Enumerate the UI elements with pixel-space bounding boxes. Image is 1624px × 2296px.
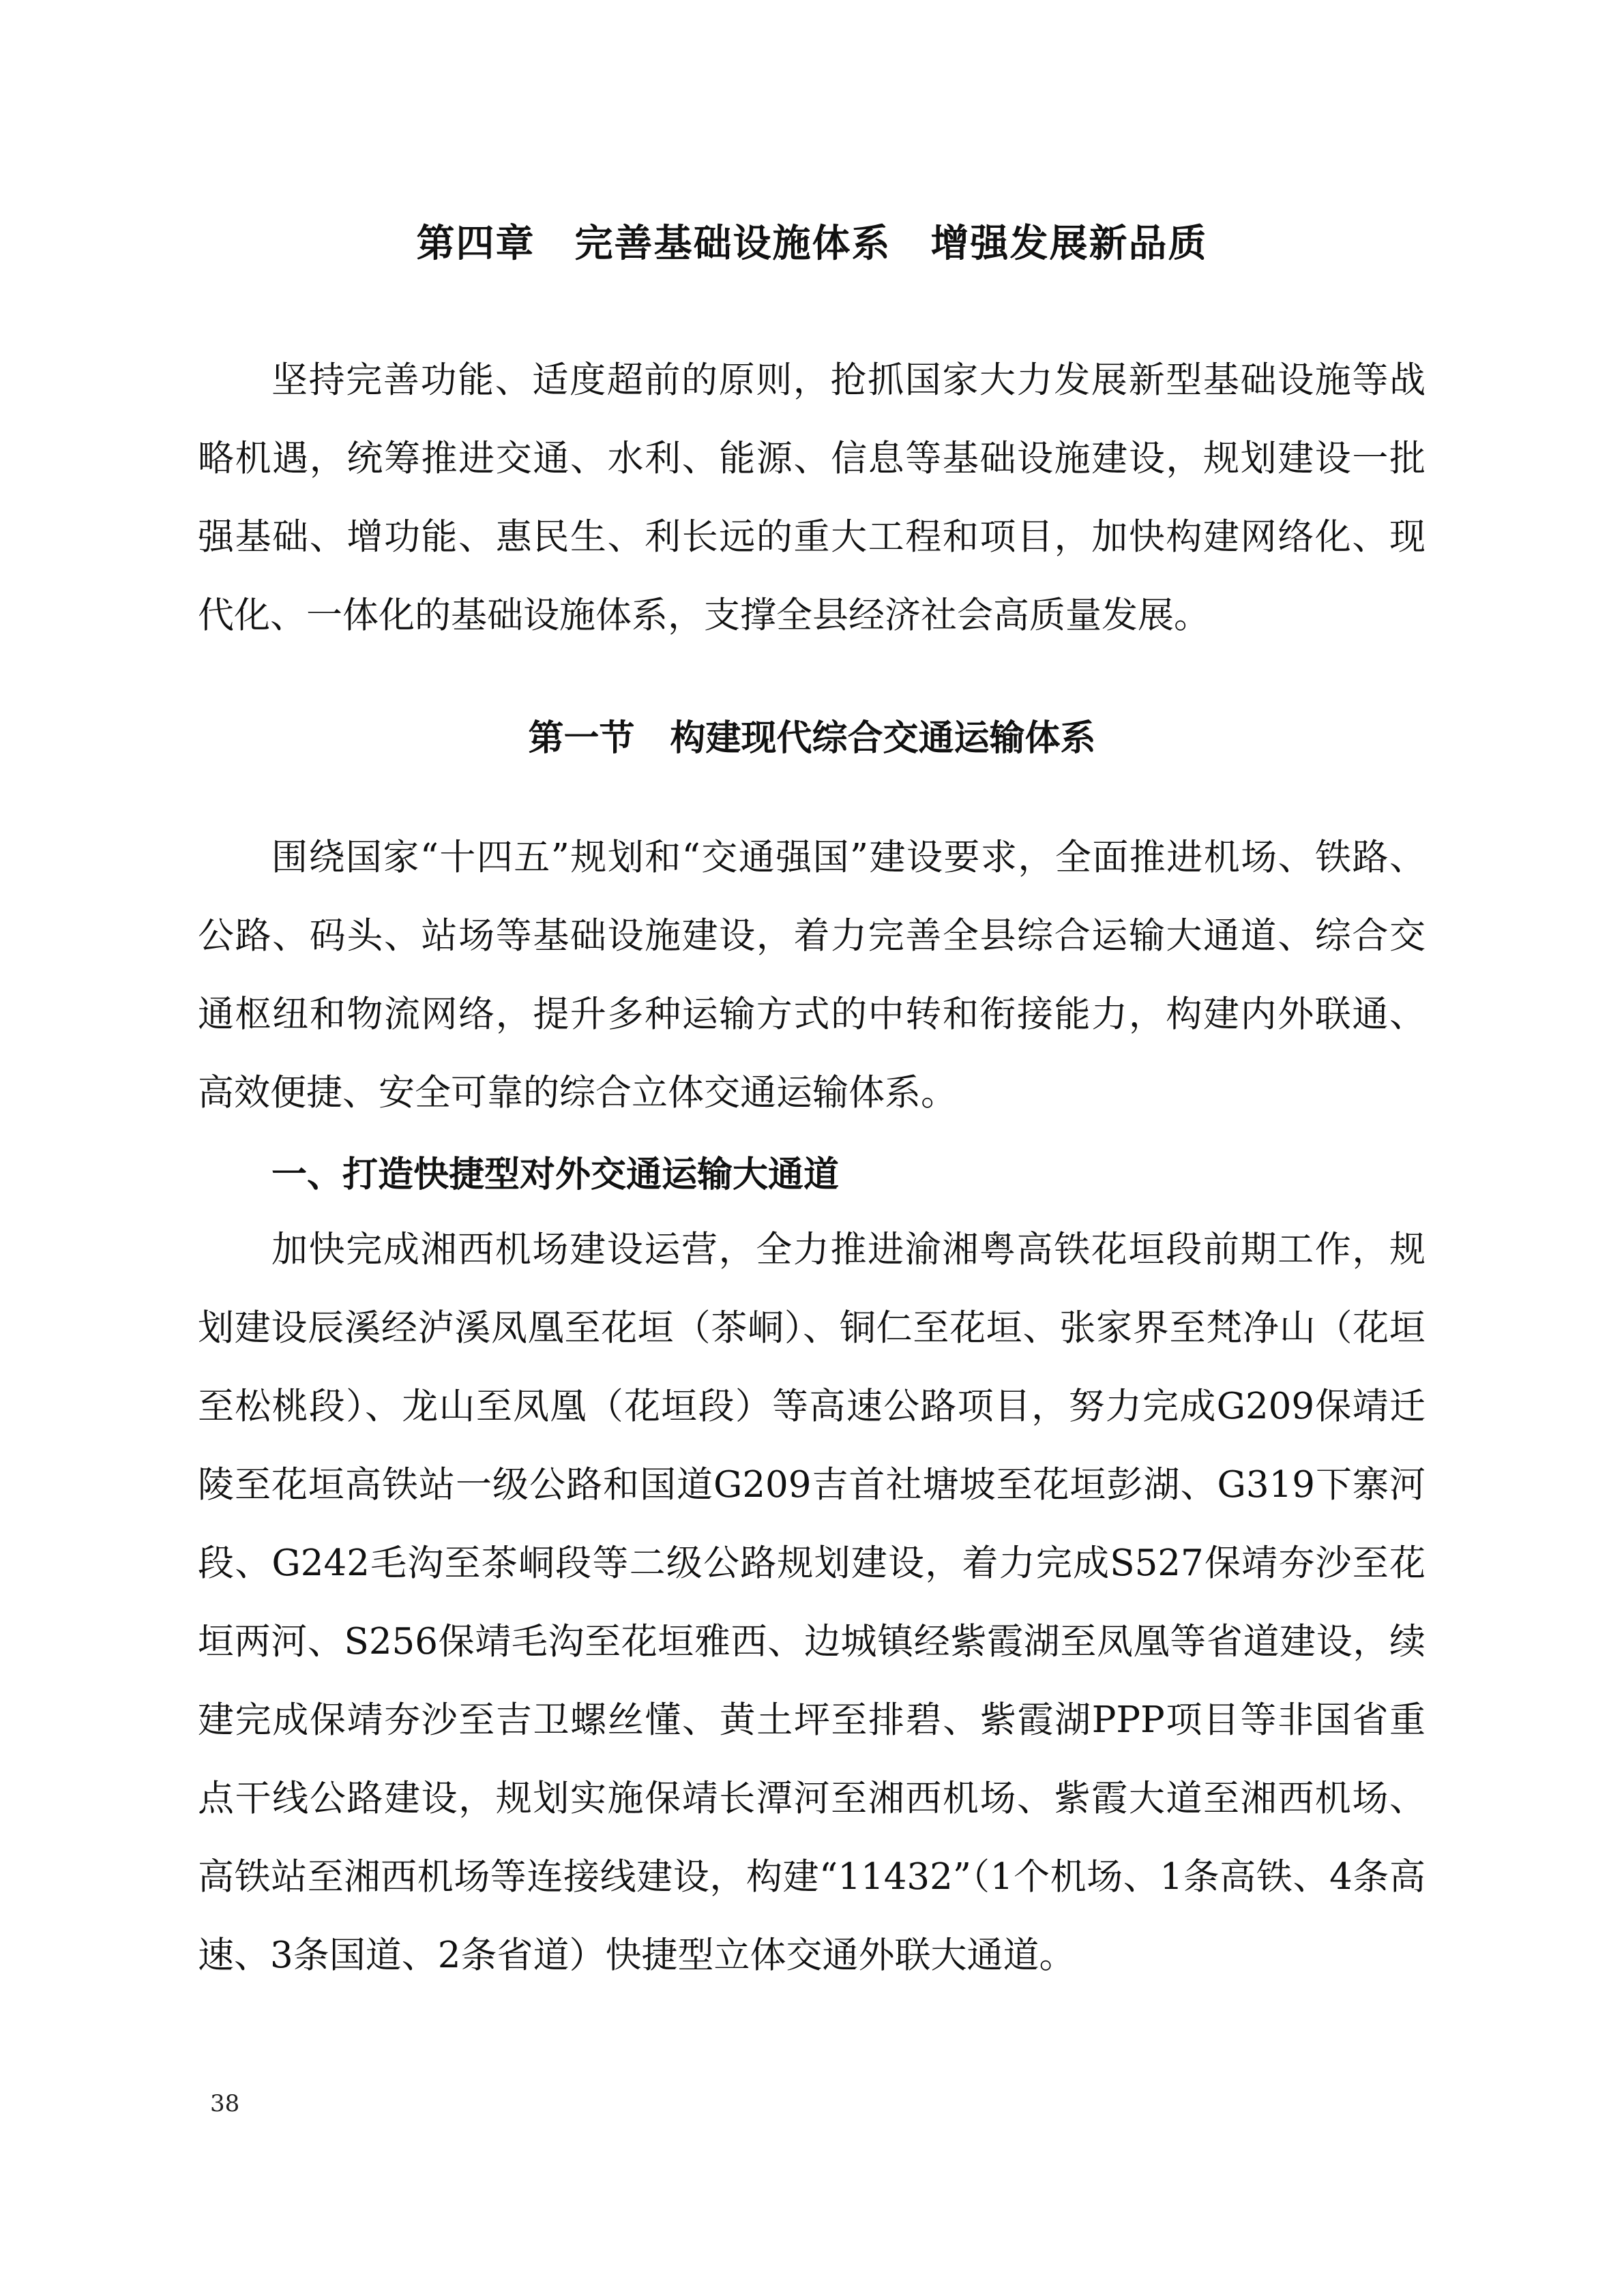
- subheading-paragraph: 加快完成湘西机场建设运营，全力推进渝湘粤高铁花垣段前期工作，规划建设辰溪经泸溪凤凰至花垣（茶峒）、铜仁至花垣、张家界至梵净山（花垣至松桃段）、龙山至凤凰（花垣段）等高速公路项目，努力完成G209保靖迁陵至花垣高铁站一级公路和国道G209吉首社塘坡至花垣彭湖、G319下寨河段、G242毛沟至茶峒段等二级公路规划建设，着力完成S527保靖夯沙至花垣两河、S256保靖毛沟至花垣雅西、边城镇经紫霞湖至凤凰等省道建设，续建完成保靖夯沙至吉卫螺丝懂、黄土坪至排碧、紫霞湖PPP项目等非国省重点干线公路建设，规划实施保靖长潭河至湘西机场、紫霞大道至湘西机场、高铁站至湘西机场等连接线建设，构建“11432”（1个机场、1条高铁、4条高速、3条国道、2条省道）快捷型立体交通外联大通道。: [198, 1229, 1426, 1976]
- subheading: 一、打造快捷型对外交通运输大通道: [271, 1154, 840, 1195]
- page-number: 38: [210, 2090, 240, 2117]
- section-title: 第一节 构建现代综合交通运输体系: [528, 718, 1096, 759]
- intro-paragraph: 坚持完善功能、适度超前的原则，抢抓国家大力发展新型基础设施等战略机遇，统筹推进交通、水利、能源、信息等基础设施建设，规划建设一批强基础、增功能、惠民生、利长远的重大工程和项目，加快构建网络化、现代化、一体化的基础设施体系，支撑全县经济社会高质量发展。: [198, 359, 1426, 636]
- section-paragraph: 围绕国家“十四五”规划和“交通强国”建设要求，全面推进机场、铁路、公路、码头、站场等基础设施建设，着力完善全县综合运输大通道、综合交通枢纽和物流网络，提升多种运输方式的中转和衔接能力，构建内外联通、高效便捷、安全可靠的综合立体交通运输体系。: [198, 837, 1426, 1114]
- chapter-title: 第四章 完善基础设施体系 增强发展新品质: [416, 222, 1208, 266]
